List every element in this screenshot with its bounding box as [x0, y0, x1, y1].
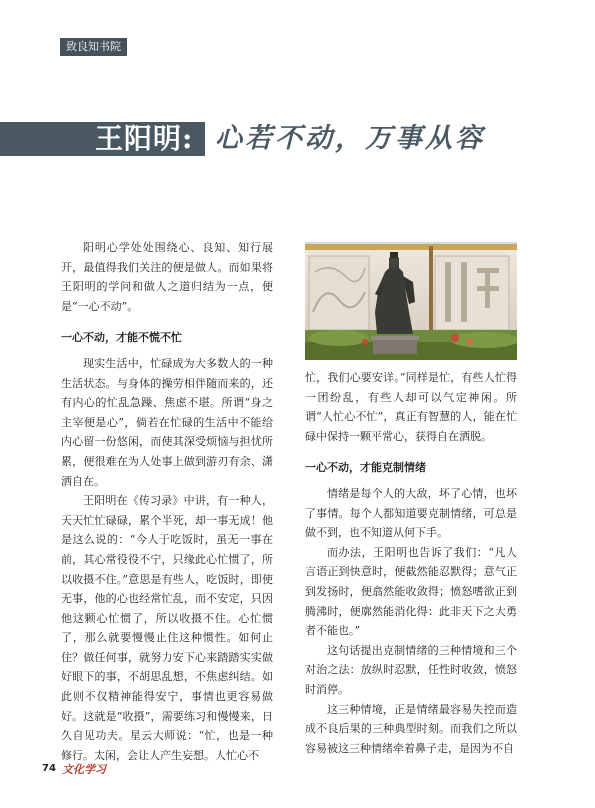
section-heading-1: 一心不动，才能不慌不忙: [61, 331, 182, 345]
page-number: 74: [42, 763, 56, 774]
section-heading-2: 一心不动，才能克制情绪: [305, 461, 426, 475]
article-title-sub: 心若不动，万事从容: [215, 123, 485, 154]
body-paragraph: 而办法，王阳明也告诉了我们：“凡人言语正到快意时，便截然能忍默得；意气正到发扬时，便翕然能收敛得；愤怒嗜欲正到腾沸时，便廓然能消化得：此非天下之大勇者不能也。”: [305, 545, 517, 638]
body-paragraph: 这三种情境，正是情绪最容易失控而造成不良后果的三种典型时刻。而我们之所以容易被这三种情绪牵着鼻子走，是因为不自: [305, 702, 517, 755]
right-column: [305, 368, 517, 758]
body-paragraph: 情绪是每个人的大敌，坏了心情，也坏了事情。每个人都知道要克制情绪，可总是做不到，也不知道从何下手。: [305, 486, 517, 540]
body-paragraph: 这句话提出克制情绪的三种情境和三个对治之法：放纵时忍默，任性时收敛，愤怒时消停。: [305, 643, 517, 696]
section-tag: 致良知书院: [60, 38, 127, 56]
body-paragraph: 忙，我们心要安详。”同样是忙，有些人忙得一团纷乱，有些人却可以气定神闲。所谓“人忙心不忙”，真正有智慧的人，能在忙碌中保持一颗平常心，获得自在洒脱。: [305, 371, 517, 443]
body-paragraph: 现实生活中，忙碌成为大多数人的一种生活状态。与身体的操劳相伴随而来的，还有内心的忙乱急躁、焦虑不堪。所谓“身之主宰便是心”，倘若在忙碌的生活中不能给内心留一份悠闲，而使其深受烦恼与担忧所累，便很难在为人处事上做到游刃有余、潇洒自在。: [61, 356, 273, 488]
intro-paragraph: 阳明心学处处围绕心、良知、知行展开，最值得我们关注的便是做人。而如果将王阳明的学问和做人之道归结为一点，便是“一心不动”。: [61, 241, 273, 313]
magazine-logo: 文化学习: [62, 763, 106, 776]
statue-photo: [305, 242, 517, 360]
left-column: [61, 238, 273, 765]
article-title-main: 王阳明:: [95, 122, 194, 155]
body-paragraph: 王阳明在《传习录》中讲，有一种人，天天忙忙碌碌，累个半死，却一事无成！他是这么说的：“今人于吃饭时，虽无一事在前，其心常役役不宁，只缘此心忙惯了，所以收摄不住。”意思是有些人，吃饭时，即使无事，他的心也经常忙乱，而不安定，只因他这颗心忙惯了，所以收摄不住。心忙惯了，那么就要慢慢止住这种惯性。如何止住？做任何事，就努力安下心来踏踏实实做好眼下的事，不胡思乱想，不焦虑纠结。如此则不仅精神能得安宁，事情也更容易做好。这就是“收摄”，需要练习和慢慢来，日久自见功夫。星云大师说：“忙，也是一种修行。太闲，会让人产生妄想。人忙心不: [61, 494, 273, 762]
